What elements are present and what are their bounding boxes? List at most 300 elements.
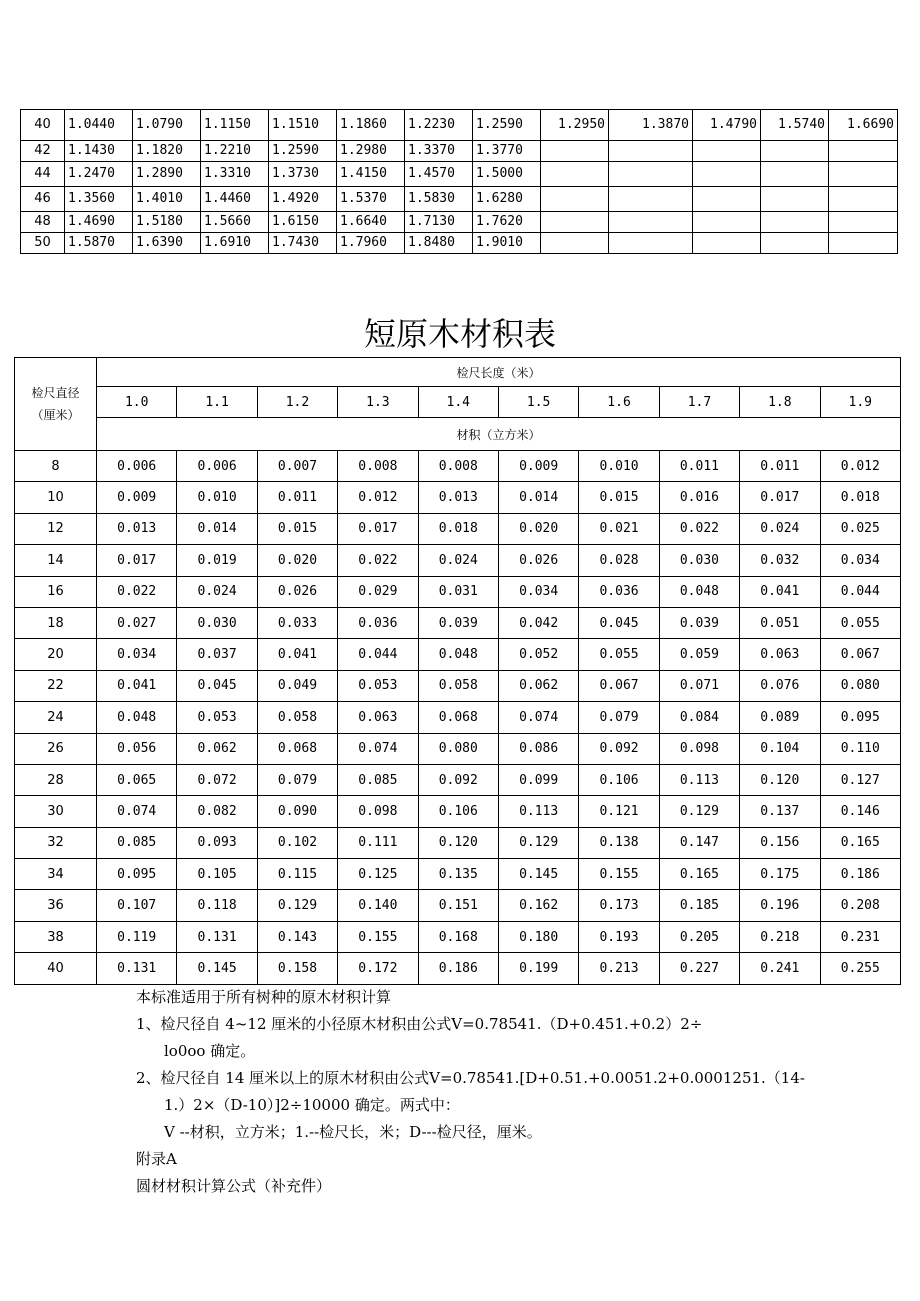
length-header-cell: 1.8 (740, 387, 820, 418)
volume-cell: 0.028 (579, 545, 659, 576)
volume-cell: 0.129 (257, 890, 337, 921)
volume-cell: 0.015 (257, 513, 337, 544)
volume-cell: 1.7430 (269, 233, 337, 254)
volume-cell: 0.026 (498, 545, 578, 576)
volume-cell: 0.048 (97, 702, 177, 733)
volume-cell: 1.5370 (337, 187, 405, 212)
volume-cell: 0.063 (740, 639, 820, 670)
volume-cell (609, 212, 693, 233)
volume-cell: 0.012 (820, 451, 900, 482)
volume-cell: 1.6280 (473, 187, 541, 212)
diameter-cell: 38 (15, 921, 97, 952)
diameter-cell: 48 (21, 212, 65, 233)
volume-cell: 0.014 (177, 513, 257, 544)
volume-cell: 0.018 (820, 482, 900, 513)
volume-cell: 0.012 (338, 482, 418, 513)
volume-cell: 0.105 (177, 859, 257, 890)
volume-cell: 0.129 (659, 796, 739, 827)
volume-cell: 0.145 (498, 859, 578, 890)
volume-cell: 0.058 (257, 702, 337, 733)
table-row (21, 162, 898, 187)
volume-cell (693, 212, 761, 233)
volume-cell: 0.208 (820, 890, 900, 921)
volume-cell: 0.062 (498, 670, 578, 701)
volume-cell (609, 233, 693, 254)
volume-cell: 0.199 (498, 953, 578, 984)
diameter-cell: 28 (15, 764, 97, 795)
table-row (21, 187, 898, 212)
volume-cell: 0.093 (177, 827, 257, 858)
volume-cell: 0.045 (579, 607, 659, 638)
diameter-cell: 24 (15, 702, 97, 733)
volume-cell: 0.034 (820, 545, 900, 576)
formula-item-2-line2: 1.）2×（D-10）]2÷10000 确定。两式中： (164, 1096, 460, 1114)
volume-cell: 0.044 (338, 639, 418, 670)
volume-cell: 0.241 (740, 953, 820, 984)
volume-cell: 0.049 (257, 670, 337, 701)
continuation-table (20, 109, 898, 254)
length-header-cell: 1.2 (257, 387, 337, 418)
table-row (21, 233, 898, 254)
volume-cell: 0.006 (177, 451, 257, 482)
volume-cell (693, 162, 761, 187)
volume-cell: 1.3730 (269, 162, 337, 187)
volume-cell: 0.080 (820, 670, 900, 701)
volume-cell: 0.135 (418, 859, 498, 890)
volume-cell: 0.020 (257, 545, 337, 576)
diameter-cell: 8 (15, 451, 97, 482)
diameter-header-line1: 检尺直径 (31, 386, 80, 400)
volume-cell: 0.092 (579, 733, 659, 764)
volume-cell: 0.067 (579, 670, 659, 701)
table-row (15, 890, 901, 921)
volume-cell: 0.127 (820, 764, 900, 795)
volume-cell: 0.074 (498, 702, 578, 733)
volume-cell: 1.3560 (65, 187, 133, 212)
table-row (15, 670, 901, 701)
volume-cell (761, 212, 829, 233)
table-row (15, 639, 901, 670)
volume-cell: 1.6390 (133, 233, 201, 254)
length-values-row (15, 387, 901, 418)
volume-cell (829, 233, 898, 254)
volume-cell: 0.006 (97, 451, 177, 482)
diameter-cell: 34 (15, 859, 97, 890)
table-row (15, 482, 901, 513)
volume-cell (761, 162, 829, 187)
diameter-cell: 26 (15, 733, 97, 764)
volume-cell: 0.120 (418, 827, 498, 858)
volume-cell: 0.062 (177, 733, 257, 764)
volume-cell: 1.0440 (65, 110, 133, 141)
volume-cell: 0.009 (97, 482, 177, 513)
volume-cell: 0.044 (820, 576, 900, 607)
volume-cell: 0.146 (820, 796, 900, 827)
volume-cell: 0.008 (418, 451, 498, 482)
diameter-cell: 10 (15, 482, 97, 513)
formula-item-1-line2: lo0oo 确定。 (164, 1042, 256, 1060)
table-row (15, 953, 901, 984)
volume-cell: 1.5660 (201, 212, 269, 233)
continuation-table-body (21, 110, 898, 254)
volume-cell: 0.067 (820, 639, 900, 670)
volume-cell (761, 141, 829, 162)
volume-cell (541, 141, 609, 162)
volume-cell: 0.015 (579, 482, 659, 513)
volume-cell (693, 187, 761, 212)
volume-cell: 0.017 (97, 545, 177, 576)
volume-cell: 0.092 (418, 764, 498, 795)
volume-cell: 0.011 (740, 451, 820, 482)
volume-cell: 0.036 (579, 576, 659, 607)
volume-cell: 0.205 (659, 921, 739, 952)
volume-cell: 0.155 (338, 921, 418, 952)
volume-cell: 0.089 (740, 702, 820, 733)
volume-cell: 0.020 (498, 513, 578, 544)
volume-cell: 0.119 (97, 921, 177, 952)
volume-cell: 0.027 (97, 607, 177, 638)
volume-cell (761, 187, 829, 212)
diameter-cell: 12 (15, 513, 97, 544)
diameter-cell: 40 (15, 953, 97, 984)
length-header-cell: 1.0 (97, 387, 177, 418)
diameter-cell: 42 (21, 141, 65, 162)
volume-cell: 1.1430 (65, 141, 133, 162)
volume-cell: 0.010 (177, 482, 257, 513)
volume-cell: 1.5180 (133, 212, 201, 233)
volume-cell: 0.085 (338, 764, 418, 795)
volume-cell: 1.9010 (473, 233, 541, 254)
volume-cell: 0.072 (177, 764, 257, 795)
diameter-cell: 46 (21, 187, 65, 212)
volume-cell: 0.180 (498, 921, 578, 952)
volume-cell: 0.032 (740, 545, 820, 576)
volume-cell: 0.030 (177, 607, 257, 638)
table-row (15, 545, 901, 576)
volume-cell: 1.6640 (337, 212, 405, 233)
volume-cell: 0.168 (418, 921, 498, 952)
volume-cell: 0.034 (97, 639, 177, 670)
volume-cell: 0.196 (740, 890, 820, 921)
volume-cell: 1.2230 (405, 110, 473, 141)
volume-cell: 0.022 (97, 576, 177, 607)
volume-cell: 1.1860 (337, 110, 405, 141)
length-header-cell: 1.3 (338, 387, 418, 418)
volume-cell (693, 233, 761, 254)
volume-cell: 0.018 (418, 513, 498, 544)
volume-cell: 0.255 (820, 953, 900, 984)
table-row (21, 141, 898, 162)
volume-cell: 1.2980 (337, 141, 405, 162)
volume-cell: 0.068 (418, 702, 498, 733)
formula-item-1-line1: 1、检尺径自 4~12 厘米的小径原木材积由公式V=0.78541.（D+0.451.+0.2）2÷ (136, 1015, 703, 1033)
volume-cell: 1.6910 (201, 233, 269, 254)
volume-cell: 1.2210 (201, 141, 269, 162)
volume-cell: 0.053 (338, 670, 418, 701)
volume-cell: 0.034 (498, 576, 578, 607)
volume-cell: 1.2590 (473, 110, 541, 141)
volume-cell (541, 212, 609, 233)
volume-cell: 0.173 (579, 890, 659, 921)
table-row (15, 576, 901, 607)
length-header: 检尺长度（米） (97, 358, 901, 387)
table-row (21, 110, 898, 141)
diameter-cell: 44 (21, 162, 65, 187)
volume-cell (693, 141, 761, 162)
volume-cell: 0.041 (97, 670, 177, 701)
length-header-cell: 1.6 (579, 387, 659, 418)
volume-cell: 0.056 (97, 733, 177, 764)
volume-cell: 0.011 (257, 482, 337, 513)
volume-cell: 0.186 (820, 859, 900, 890)
volume-cell: 0.115 (257, 859, 337, 890)
notes-section (136, 984, 906, 1200)
volume-cell: 0.151 (418, 890, 498, 921)
volume-cell: 0.017 (338, 513, 418, 544)
volume-cell: 1.3370 (405, 141, 473, 162)
diameter-cell: 36 (15, 890, 97, 921)
volume-cell: 0.048 (659, 576, 739, 607)
table-row (15, 451, 901, 482)
volume-cell: 0.042 (498, 607, 578, 638)
volume-cell: 1.4150 (337, 162, 405, 187)
volume-cell: 0.008 (338, 451, 418, 482)
volume-cell: 0.079 (257, 764, 337, 795)
table-body (15, 451, 901, 985)
volume-cell: 1.7960 (337, 233, 405, 254)
volume-cell: 1.5000 (473, 162, 541, 187)
page-title: 短原木材积表 (363, 315, 556, 353)
volume-cell: 0.076 (740, 670, 820, 701)
volume-cell: 0.213 (579, 953, 659, 984)
diameter-cell: 30 (15, 796, 97, 827)
table-row (21, 212, 898, 233)
volume-cell: 0.156 (740, 827, 820, 858)
table-row (15, 827, 901, 858)
volume-cell: 0.030 (659, 545, 739, 576)
diameter-cell: 20 (15, 639, 97, 670)
volume-cell: 1.2470 (65, 162, 133, 187)
volume-cell: 0.113 (498, 796, 578, 827)
table-row (15, 733, 901, 764)
volume-cell: 0.098 (338, 796, 418, 827)
volume-cell: 1.3870 (609, 110, 693, 141)
volume-cell: 0.024 (418, 545, 498, 576)
volume-cell (609, 141, 693, 162)
volume-cell: 0.095 (820, 702, 900, 733)
volume-cell: 0.193 (579, 921, 659, 952)
volume-cell: 1.3310 (201, 162, 269, 187)
volume-cell: 0.111 (338, 827, 418, 858)
volume-cell: 0.227 (659, 953, 739, 984)
volume-cell (609, 187, 693, 212)
short-log-volume-table (14, 357, 901, 985)
volume-cell: 0.125 (338, 859, 418, 890)
volume-cell: 0.080 (418, 733, 498, 764)
volume-cell: 0.041 (257, 639, 337, 670)
volume-cell: 1.5740 (761, 110, 829, 141)
volume-cell: 0.024 (177, 576, 257, 607)
volume-cell: 0.102 (257, 827, 337, 858)
volume-cell: 0.131 (177, 921, 257, 952)
volume-cell: 0.025 (820, 513, 900, 544)
diameter-cell: 18 (15, 607, 97, 638)
volume-cell: 0.138 (579, 827, 659, 858)
volume-cell (829, 141, 898, 162)
volume-cell: 1.1820 (133, 141, 201, 162)
volume-cell: 0.048 (418, 639, 498, 670)
volume-cell: 0.039 (418, 607, 498, 638)
diameter-cell: 14 (15, 545, 97, 576)
volume-cell: 0.147 (659, 827, 739, 858)
appendix-title: 圆材材积计算公式（补充件） (136, 1177, 332, 1195)
volume-cell: 0.024 (740, 513, 820, 544)
volume-cell (829, 187, 898, 212)
symbol-legend: V --材积，立方米；1.--检尺长，米；D---检尺径，厘米。 (164, 1123, 542, 1141)
volume-cell: 0.118 (177, 890, 257, 921)
volume-cell (541, 162, 609, 187)
volume-cell: 1.8480 (405, 233, 473, 254)
volume-cell: 0.013 (97, 513, 177, 544)
volume-cell: 0.165 (820, 827, 900, 858)
volume-cell: 0.014 (498, 482, 578, 513)
volume-cell: 1.1150 (201, 110, 269, 141)
table-row (15, 607, 901, 638)
length-header-cell: 1.7 (659, 387, 739, 418)
volume-cell: 0.039 (659, 607, 739, 638)
volume-cell: 0.022 (338, 545, 418, 576)
volume-cell: 0.121 (579, 796, 659, 827)
volume-cell: 0.185 (659, 890, 739, 921)
diameter-cell: 22 (15, 670, 97, 701)
diameter-cell: 16 (15, 576, 97, 607)
volume-cell: 0.172 (338, 953, 418, 984)
formula-item-2-line1: 2、检尺径自 14 厘米以上的原木材积由公式V=0.78541.[D+0.51.+0.0051.2+0.0001251.（14- (136, 1069, 805, 1087)
volume-cell: 0.068 (257, 733, 337, 764)
volume-cell: 1.1510 (269, 110, 337, 141)
volume-cell: 0.037 (177, 639, 257, 670)
volume-cell: 1.4010 (133, 187, 201, 212)
volume-cell: 0.079 (579, 702, 659, 733)
volume-cell: 0.120 (740, 764, 820, 795)
table-row (15, 921, 901, 952)
volume-cell: 0.010 (579, 451, 659, 482)
volume-cell: 1.0790 (133, 110, 201, 141)
volume-cell: 0.019 (177, 545, 257, 576)
volume-cell: 0.113 (659, 764, 739, 795)
volume-cell: 1.4570 (405, 162, 473, 187)
volume-cell: 0.029 (338, 576, 418, 607)
volume-cell: 0.051 (740, 607, 820, 638)
table-row (15, 764, 901, 795)
volume-cell (541, 233, 609, 254)
volume-cell: 1.5830 (405, 187, 473, 212)
volume-cell: 1.7130 (405, 212, 473, 233)
diameter-cell: 32 (15, 827, 97, 858)
volume-cell: 0.036 (338, 607, 418, 638)
volume-cell: 0.175 (740, 859, 820, 890)
volume-cell: 0.086 (498, 733, 578, 764)
volume-cell: 1.2950 (541, 110, 609, 141)
volume-cell: 0.007 (257, 451, 337, 482)
volume-cell: 0.074 (338, 733, 418, 764)
volume-cell: 0.140 (338, 890, 418, 921)
volume-cell: 0.137 (740, 796, 820, 827)
table-header (15, 358, 901, 451)
length-header-cell: 1.1 (177, 387, 257, 418)
volume-cell: 0.090 (257, 796, 337, 827)
volume-cell: 0.231 (820, 921, 900, 952)
volume-cell: 1.2590 (269, 141, 337, 162)
table-row (15, 796, 901, 827)
volume-cell: 0.084 (659, 702, 739, 733)
volume-cell: 0.026 (257, 576, 337, 607)
volume-cell: 0.009 (498, 451, 578, 482)
volume-cell: 0.041 (740, 576, 820, 607)
volume-cell: 0.162 (498, 890, 578, 921)
volume-cell: 0.131 (97, 953, 177, 984)
volume-cell (829, 162, 898, 187)
volume-cell: 0.165 (659, 859, 739, 890)
volume-cell: 0.055 (579, 639, 659, 670)
scope-note: 本标准适用于所有树种的原木材积计算 (136, 988, 392, 1006)
volume-cell: 1.2890 (133, 162, 201, 187)
volume-cell: 0.082 (177, 796, 257, 827)
volume-cell: 0.186 (418, 953, 498, 984)
volume-cell: 0.099 (498, 764, 578, 795)
volume-cell: 0.095 (97, 859, 177, 890)
volume-cell: 1.5870 (65, 233, 133, 254)
table-row (15, 702, 901, 733)
volume-cell (609, 162, 693, 187)
volume-cell: 0.129 (498, 827, 578, 858)
volume-cell (541, 187, 609, 212)
volume-cell: 0.155 (579, 859, 659, 890)
volume-cell: 0.085 (97, 827, 177, 858)
diameter-header (15, 358, 97, 451)
volume-cell: 0.218 (740, 921, 820, 952)
volume-cell (829, 212, 898, 233)
length-header-cell: 1.4 (418, 387, 498, 418)
volume-cell: 0.107 (97, 890, 177, 921)
volume-cell: 0.143 (257, 921, 337, 952)
volume-cell: 0.031 (418, 576, 498, 607)
volume-cell: 0.017 (740, 482, 820, 513)
volume-cell: 0.065 (97, 764, 177, 795)
table-row (15, 859, 901, 890)
volume-cell: 0.013 (418, 482, 498, 513)
diameter-cell: 50 (21, 233, 65, 254)
volume-cell: 1.3770 (473, 141, 541, 162)
volume-cell: 0.053 (177, 702, 257, 733)
length-header-cell: 1.5 (498, 387, 578, 418)
volume-cell: 1.4690 (65, 212, 133, 233)
volume-cell: 0.011 (659, 451, 739, 482)
volume-cell: 0.104 (740, 733, 820, 764)
length-header-cell: 1.9 (820, 387, 900, 418)
appendix-label: 附录A (136, 1150, 177, 1168)
volume-cell: 0.063 (338, 702, 418, 733)
table-row (15, 513, 901, 544)
volume-cell: 0.110 (820, 733, 900, 764)
volume-cell: 0.055 (820, 607, 900, 638)
volume-cell: 0.106 (579, 764, 659, 795)
volume-cell: 0.052 (498, 639, 578, 670)
volume-cell: 1.4790 (693, 110, 761, 141)
volume-cell: 0.021 (579, 513, 659, 544)
volume-cell: 0.106 (418, 796, 498, 827)
volume-cell: 0.045 (177, 670, 257, 701)
